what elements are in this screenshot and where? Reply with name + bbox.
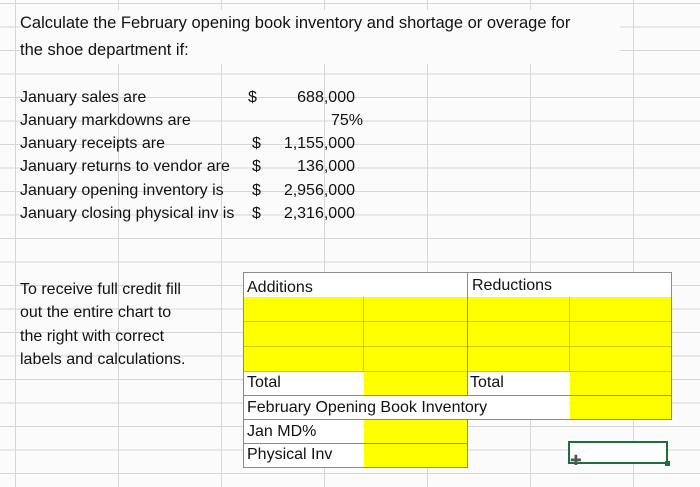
given-currency-receipts: $ — [252, 135, 261, 152]
input-reductions-label-2[interactable] — [468, 322, 570, 347]
input-additions-amount-3[interactable] — [364, 347, 468, 372]
instruction-line-3: the right with correct — [20, 328, 165, 345]
prompt-line-1: Calculate the February opening book inventory and shortage or overage for — [20, 10, 620, 37]
input-jan-md-percent[interactable] — [364, 420, 468, 444]
given-currency-sales: $ — [248, 89, 257, 106]
instruction-line-4: labels and calculations. — [20, 351, 186, 368]
input-reductions-amount-3[interactable] — [570, 347, 672, 372]
chart-middle-border — [467, 272, 468, 396]
physical-inv-label: Physical Inv — [247, 446, 333, 463]
chart-lower-right-border — [467, 420, 468, 468]
input-additions-amount-1[interactable] — [364, 297, 468, 322]
input-reductions-label-1[interactable] — [468, 297, 570, 322]
given-currency-closing-inv: $ — [252, 205, 261, 222]
input-feb-opening-book[interactable] — [570, 396, 672, 420]
instruction-line-2: out the entire chart to — [20, 304, 172, 321]
additions-header: Additions — [247, 279, 313, 296]
input-reductions-label-3[interactable] — [468, 347, 570, 372]
given-label-sales: January sales are — [20, 89, 147, 106]
selected-cell[interactable] — [568, 441, 668, 464]
input-total-additions[interactable] — [364, 372, 468, 396]
given-value-sales[interactable]: 688,000 — [297, 89, 355, 106]
input-reductions-amount-1[interactable] — [570, 297, 672, 322]
chart-right-border — [671, 272, 672, 420]
given-value-markdowns[interactable]: 75% — [330, 112, 363, 129]
reductions-header: Reductions — [472, 277, 553, 294]
input-additions-amount-2[interactable] — [364, 322, 468, 347]
input-additions-label-2[interactable] — [243, 322, 364, 347]
given-label-closing-inv: January closing physical inv is — [20, 205, 235, 222]
given-value-opening-inv[interactable]: 2,956,000 — [283, 182, 355, 199]
given-value-receipts[interactable]: 1,155,000 — [283, 135, 355, 152]
given-currency-opening-inv: $ — [252, 182, 261, 199]
chart-bottom-border — [243, 467, 468, 468]
plus-cursor-icon: ✚ — [570, 452, 582, 468]
given-label-returns: January returns to vendor are — [20, 158, 230, 175]
fill-handle[interactable] — [665, 461, 670, 466]
given-value-returns[interactable]: 136,000 — [297, 158, 355, 175]
given-label-markdowns: January markdowns are — [20, 112, 191, 129]
given-label-receipts: January receipts are — [20, 135, 165, 152]
chart-total-border — [243, 395, 672, 396]
given-currency-returns: $ — [252, 158, 261, 175]
input-total-reductions[interactable] — [570, 372, 672, 396]
input-additions-label-3[interactable] — [243, 347, 364, 372]
total-right-label: Total — [470, 374, 504, 391]
given-label-opening-inv: January opening inventory is — [20, 182, 224, 199]
chart-top-border — [243, 272, 672, 273]
given-value-closing-inv[interactable]: 2,316,000 — [283, 205, 355, 222]
total-left-label: Total — [247, 374, 281, 391]
feb-opening-label: February Opening Book Inventory — [247, 399, 488, 416]
chart-left-border — [243, 272, 244, 468]
chart-feb-border — [243, 419, 672, 420]
jan-md-label: Jan MD% — [247, 423, 317, 440]
input-reductions-amount-2[interactable] — [570, 322, 672, 347]
input-physical-inv[interactable] — [364, 444, 468, 468]
instruction-line-1: To receive full credit fill — [20, 281, 181, 298]
prompt-line-2: the shoe department if: — [20, 37, 620, 64]
input-additions-label-1[interactable] — [243, 297, 364, 322]
